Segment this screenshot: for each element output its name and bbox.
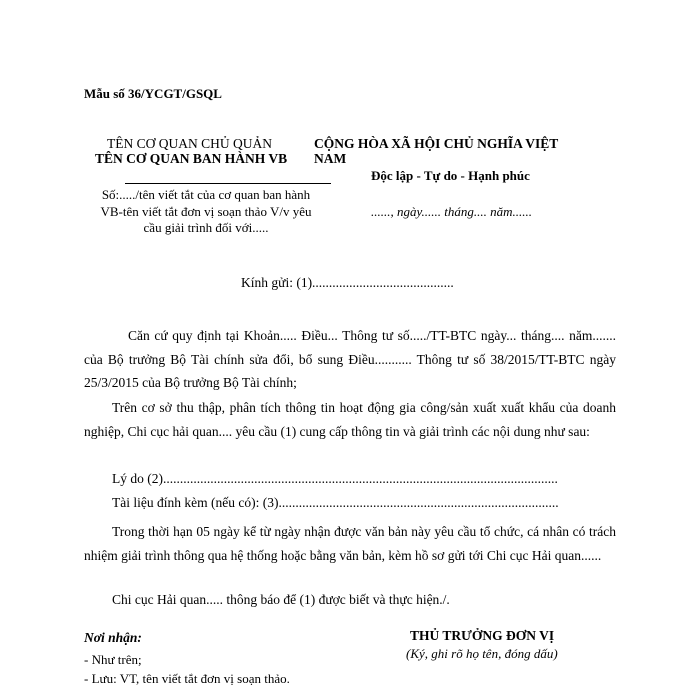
paragraph-deadline: Trong thời hạn 05 ngày kể từ ngày nhận được văn bản này yêu cầu tổ chức, cá nhân có trách nhiệm giải trình thông qua hệ thống hoặc bằng văn bản, kèm hồ sơ gửi tới Chi cục Hải quan......: [84, 524, 616, 563]
national-motto: Độc lập - Tự do - Hạnh phúc: [371, 168, 530, 183]
document-date: ......, ngày...... tháng.... năm......: [371, 204, 533, 219]
recipient-line: Kính gửi: (1)..........................................: [241, 275, 454, 290]
agency-underline: [125, 183, 331, 184]
reason-line: Lý do (2).....................................................................................................................: [112, 471, 558, 486]
national-title-line2: NAM: [314, 151, 347, 166]
paragraph-notice: Chi cục Hải quan..... thông báo để (1) được biết và thực hiện./.: [112, 592, 450, 607]
agency-issuer-name: TÊN CƠ QUAN BAN HÀNH VB: [95, 151, 288, 166]
recipient-item: - Lưu: VT, tên viết tắt đơn vị soạn thảo.: [84, 671, 290, 686]
recipients-label: Nơi nhận:: [84, 630, 142, 645]
document-number: Số:...../tên viết tắt của cơ quan ban hành VB-tên viết tắt đơn vị soạn thảo V/v yêu cầu giải trình đối với.....: [100, 187, 312, 235]
recipient-item: - Như trên;: [84, 652, 142, 667]
national-title-line1: CỘNG HÒA XÃ HỘI CHỦ NGHĨA VIỆT: [314, 136, 559, 151]
form-code: Mẫu số 36/YCGT/GSQL: [84, 86, 222, 101]
paragraph-legal-basis: Căn cứ quy định tại Khoản..... Điều... Thông tư số...../TT-BTC ngày... tháng.... năm....... của Bộ trưởng Bộ Tài chính sửa đổi, bổ sung Điều........... Thông tư số 38/2015/TT-BTC ngày 25/3/2015 của Bộ trưởng Bộ Tài chính;: [84, 328, 616, 390]
signature-note: (Ký, ghi rõ họ tên, đóng dấu): [406, 646, 558, 661]
signature-title: THỦ TRƯỞNG ĐƠN VỊ: [410, 628, 555, 643]
attachment-line: Tài liệu đính kèm (nếu có): (3)...................................................................................: [112, 495, 559, 510]
paragraph-request: Trên cơ sở thu thập, phân tích thông tin hoạt động gia công/sản xuất xuất khẩu của doanh nghiệp, Chi cục hải quan.... yêu cầu (1) cung cấp thông tin và giải trình các nội dung như sau:: [84, 400, 616, 439]
agency-parent-name: TÊN CƠ QUAN CHỦ QUẢN: [107, 136, 272, 151]
